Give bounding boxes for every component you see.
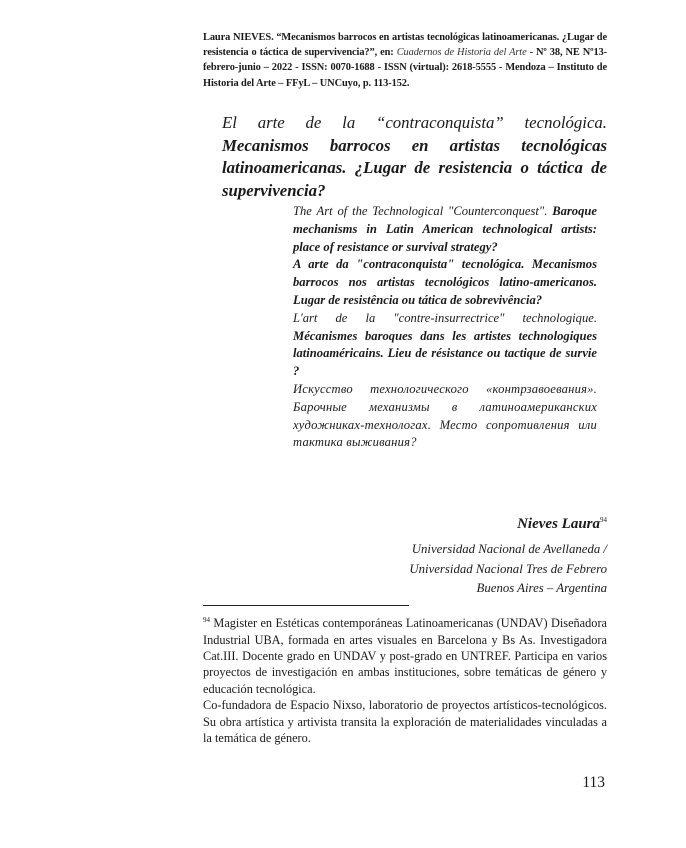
citation-text: Laura NIEVES. “Mecanismos barrocos en artistas tecnológicas latinoamericanas. ¿Lugar de resistencia o táctica de supervivencia?”, en: bbox=[203, 32, 607, 59]
footnote bbox=[203, 612, 607, 746]
author-name bbox=[517, 516, 607, 533]
title-english-subtitle: Baroque mechanisms in Latin American technological artists: place of resistance or survival strategy? bbox=[293, 204, 597, 254]
title-french-subtitle: Mécanismes baroques dans les artistes technologiques latinoaméricains. Lieu de résistance ou tactique de survie ? bbox=[293, 328, 597, 379]
footnote-number: 94 bbox=[203, 616, 210, 624]
footnote-divider bbox=[203, 605, 409, 606]
title-french-line-1: L'art de la "contre-insurrectrice" technologique. bbox=[293, 310, 597, 325]
footnote-text-1: Magister en Estéticas contemporáneas Latinoamericanas (UNDAV) Diseñadora Industrial UBA, formada en artes visuales en Barcelona y Bs As. Investigadora Cat.III. Docente grado en UNDAV y post-grado en UNTREF. Participa en varios proyectos de investigación en ambas instituciones, sobre temáticas de género y educación tecnológica. bbox=[203, 616, 607, 696]
title-english bbox=[293, 203, 597, 256]
affiliation-line-1: Universidad Nacional de Avellaneda / bbox=[411, 542, 607, 556]
title-line-1: El arte de la “contraconquista” tecnológica. bbox=[222, 113, 607, 132]
footnote-paragraph-2: Co-fundadora de Espacio Nixso, laboratorio de proyectos artísticos-tecnológicos. Su obra artística y artivista transita la exploración de materialidades vinculadas a la temática de género. bbox=[203, 698, 607, 745]
citation-header bbox=[203, 30, 607, 91]
title-portuguese: A arte da "contraconquista" tecnológica. Mecanismos barrocos nos artistas tecnológicos latino-americanos. Lugar de resistência ou tática de sobrevivência? bbox=[293, 257, 597, 307]
author-name-text: Nieves Laura bbox=[517, 516, 600, 532]
article-title-spanish bbox=[222, 112, 607, 202]
footnote-paragraph-1 bbox=[203, 612, 607, 697]
title-french bbox=[293, 310, 597, 381]
page-number: 113 bbox=[582, 774, 605, 791]
citation-details: - Nº 38, NE Nº13- febrero-junio – 2022 - ISSN: 0070-1688 - ISSN (virtual): 2618-5555 - Mendoza – Instituto de Historia del Arte – FFyL – UNCuyo, p. 113-152. bbox=[203, 47, 607, 89]
affiliation-line-3: Buenos Aires – Argentina bbox=[476, 581, 607, 595]
title-subtitle: Mecanismos barrocos en artistas tecnológicas latinoamericanas. ¿Lugar de resistencia o táctica de supervivencia? bbox=[222, 135, 607, 200]
alternate-titles bbox=[293, 203, 597, 452]
author-footnote-ref: 94 bbox=[600, 516, 607, 524]
author-affiliation bbox=[409, 540, 607, 599]
title-english-line-1: The Art of the Technological "Counterconquest". bbox=[293, 204, 548, 218]
journal-name: Cuadernos de Historia del Arte bbox=[396, 47, 527, 59]
title-russian: Искусство технологического «контрзавоевания». Барочные механизмы в латиноамериканских художниках-технологах. Место сопротивления или тактика выживания? bbox=[293, 381, 597, 450]
affiliation-line-2: Universidad Nacional Tres de Febrero bbox=[409, 561, 607, 576]
